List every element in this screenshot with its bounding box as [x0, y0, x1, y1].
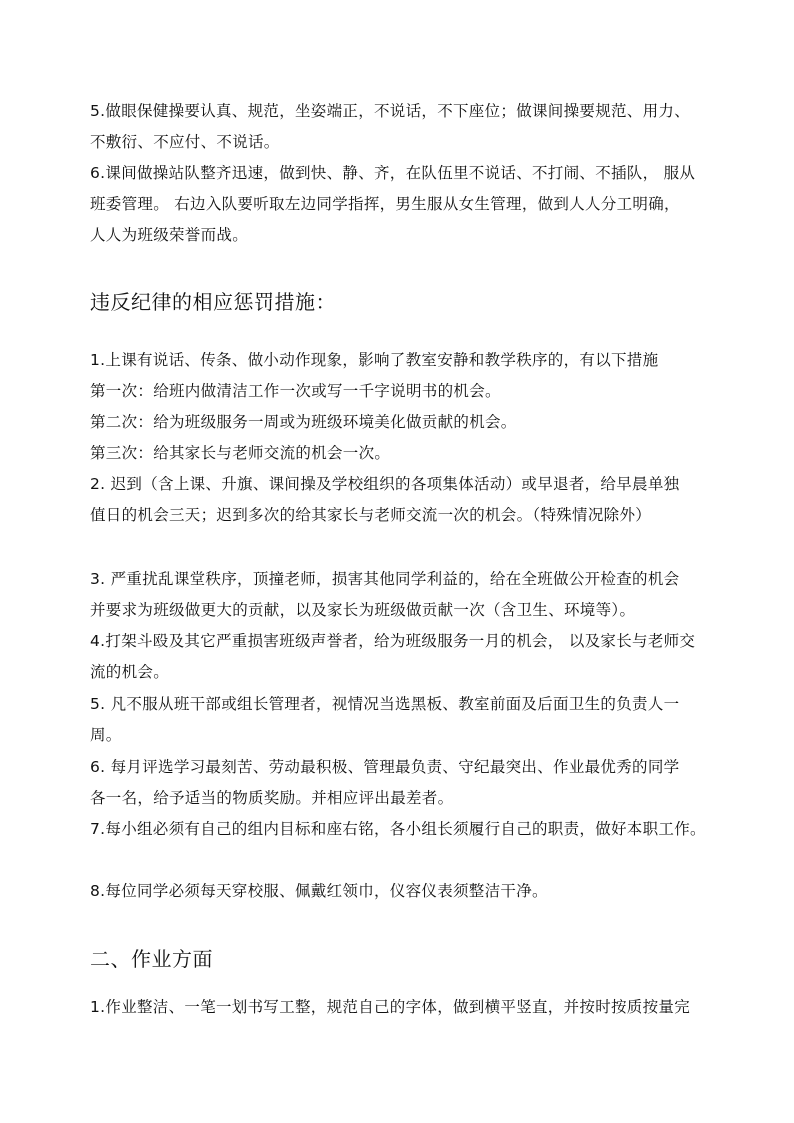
penalty-item-6: [90, 752, 710, 814]
text-line: 5.做眼保健操要认真、规范，坐姿端正，不说话，不下座位；做课间操要规范、用力、: [90, 102, 690, 120]
text-line: 6.课间做操站队整齐迅速，做到快、静、齐，在队伍里不说话、不打闹、不插队， 服从: [90, 164, 696, 182]
text-line: 第三次：给其家长与老师交流的机会一次。: [90, 444, 391, 462]
text-line: 各一名，给予适当的物质奖励。并相应评出最差者。: [90, 789, 454, 807]
text-line: 5. 凡不服从班干部或组长管理者，视情况当选黑板、教室前面及后面卫生的负责人一: [90, 695, 680, 713]
section-heading-homework: 二、作业方面: [90, 947, 213, 971]
text-line: 7.每小组必须有自己的组内目标和座右铭，各小组长须履行自己的职责，做好本职工作。: [90, 820, 706, 838]
text-line: 第二次：给为班级服务一周或为班级环境美化做贡献的机会。: [90, 413, 517, 431]
text-line: 第一次：给班内做清洁工作一次或写一千字说明书的机会。: [90, 382, 501, 400]
text-line: 3. 严重扰乱课堂秩序，顶撞老师，损害其他同学利益的，给在全班做公开检查的机会: [90, 570, 680, 588]
penalty-item-1: [90, 345, 710, 469]
paragraph-item-6-exercise-lineup: [90, 158, 710, 251]
penalty-item-5: [90, 689, 710, 751]
text-line: 4.打架斗殴及其它严重损害班级声誉者，给为班级服务一月的机会， 以及家长与老师交: [90, 632, 696, 650]
penalty-item-4: [90, 626, 710, 688]
penalty-item-7: [90, 814, 710, 845]
text-line: 人人为班级荣誉而战。: [90, 226, 249, 244]
text-line: 8.每位同学必须每天穿校服、佩戴红领巾，仪容仪表须整洁干净。: [90, 882, 548, 900]
homework-item-1: [90, 992, 710, 1023]
text-line: 1.上课有说话、传条、做小动作现象，影响了教室安静和教学秩序的，有以下措施: [90, 351, 659, 369]
text-line: 班委管理。 右边入队要听取左边同学指挥，男生服从女生管理，做到人人分工明确，: [90, 195, 680, 213]
text-line: 6. 每月评选学习最刻苦、劳动最积极、管理最负责、守纪最突出、作业最优秀的同学: [90, 758, 680, 776]
text-line: 2. 迟到（含上课、升旗、课间操及学校组织的各项集体活动）或早退者，给早晨单独: [90, 475, 680, 493]
text-line: 流的机会。: [90, 663, 170, 681]
section-heading-penalties: 违反纪律的相应惩罚措施：: [90, 290, 336, 314]
penalty-item-3: [90, 564, 710, 626]
text-line: 值日的机会三天；迟到多次的给其家长与老师交流一次的机会。（特殊情况除外）: [90, 506, 652, 524]
paragraph-item-5-eye-exercise: [90, 96, 710, 158]
text-line: 并要求为班级做更大的贡献，以及家长为班级做贡献一次（含卫生、环境等）。: [90, 601, 636, 619]
penalty-item-8: [90, 876, 710, 907]
text-line: 不敷衍、不应付、不说话。: [90, 133, 280, 151]
penalty-item-2: [90, 469, 710, 531]
text-line: 1.作业整洁、一笔一划书写工整，规范自己的字体，做到横平竖直，并按时按质按量完: [90, 998, 690, 1016]
text-line: 周。: [90, 726, 122, 744]
